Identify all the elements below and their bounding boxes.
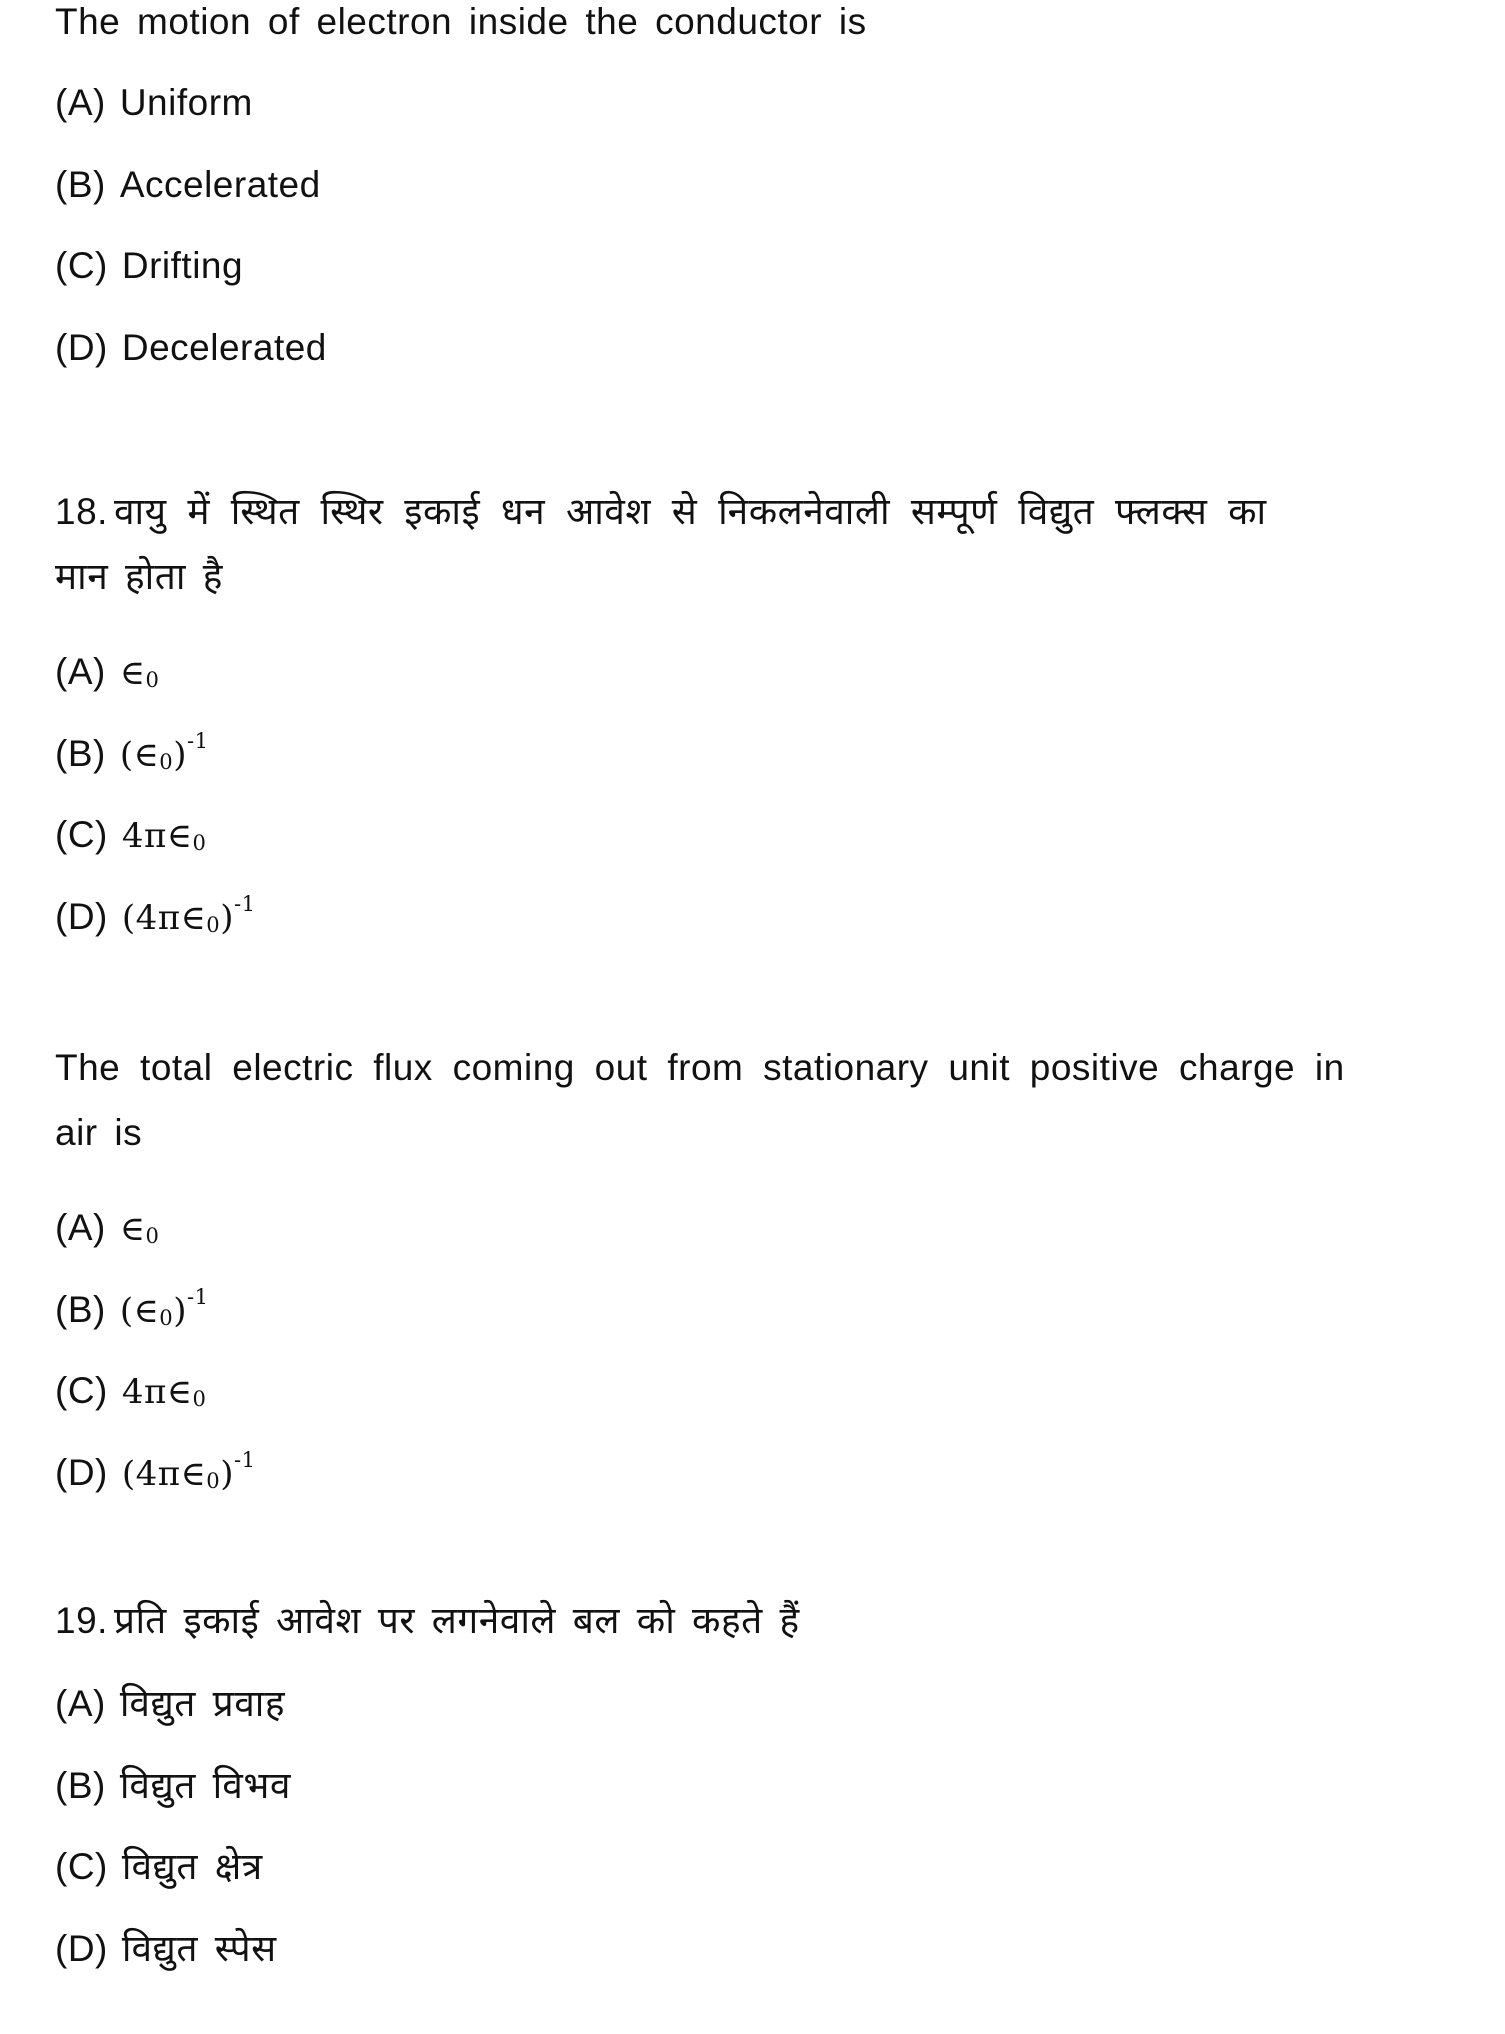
option-label: (D) — [55, 1451, 108, 1493]
option-label: (A) — [55, 1206, 106, 1248]
option-text: विद्युत क्षेत्र — [121, 1846, 263, 1887]
question-text-line-1 — [55, 490, 1267, 534]
option-a[interactable] — [55, 1193, 159, 1258]
option-label: (B) — [55, 164, 106, 205]
option-formula: $(4\pi\in_0)^{-1}$ — [121, 891, 256, 938]
option-label: (D) — [55, 1928, 108, 1969]
question-number: 18. — [55, 491, 108, 532]
option-formula: $4\pi\in_0$ — [121, 815, 207, 856]
option-d[interactable] — [55, 1927, 277, 1971]
option-label: (C) — [55, 813, 108, 855]
option-label: (A) — [55, 1683, 106, 1724]
option-a[interactable] — [55, 637, 159, 702]
option-c[interactable] — [55, 800, 206, 865]
option-d[interactable] — [55, 1438, 256, 1503]
question-text: The motion of electron inside the conductor is — [55, 1, 867, 42]
question-text: प्रति इकाई आवेश पर लगनेवाले बल को कहते हैं — [113, 1600, 800, 1641]
option-c[interactable] — [55, 1845, 263, 1889]
question-number: 19. — [55, 1600, 108, 1641]
option-text: विद्युत प्रवाह — [119, 1683, 286, 1724]
option-text: Uniform — [119, 82, 253, 123]
option-b[interactable] — [55, 1764, 291, 1808]
option-b[interactable] — [55, 719, 209, 784]
option-label: (C) — [55, 1369, 108, 1411]
option-label: (B) — [55, 732, 106, 774]
option-label: (A) — [55, 650, 106, 692]
option-formula: $(\in_0)^{-1}$ — [119, 1284, 209, 1331]
option-text: Drifting — [121, 245, 244, 286]
option-b[interactable] — [55, 1275, 209, 1340]
option-text: विद्युत स्पेस — [121, 1928, 277, 1969]
question-text-line-2: air is — [55, 1112, 143, 1153]
option-formula: $\in_0$ — [119, 1208, 160, 1249]
option-a[interactable] — [55, 81, 253, 125]
option-a[interactable] — [55, 1682, 285, 1726]
option-text: Decelerated — [121, 327, 327, 368]
option-label: (B) — [55, 1765, 106, 1806]
option-c[interactable] — [55, 244, 243, 288]
question-text-line-2: मान होता है — [55, 556, 223, 597]
option-formula: $\in_0$ — [119, 652, 160, 693]
option-b[interactable] — [55, 163, 321, 207]
question-text-line-1: The total electric flux coming out from stationary unit positive charge in — [55, 1047, 1345, 1088]
option-label: (A) — [55, 82, 106, 123]
option-label: (C) — [55, 1846, 108, 1887]
option-label: (B) — [55, 1288, 106, 1330]
option-text: विद्युत विभव — [119, 1765, 291, 1806]
question-text: वायु में स्थित स्थिर इकाई धन आवेश से निकलनेवाली सम्पूर्ण विद्युत फ्लक्स का — [113, 491, 1267, 532]
option-d[interactable] — [55, 326, 327, 370]
option-label: (D) — [55, 895, 108, 937]
question-text-line-1 — [55, 1599, 800, 1643]
option-formula: $(4\pi\in_0)^{-1}$ — [121, 1447, 256, 1494]
option-label: (C) — [55, 245, 108, 286]
option-formula: $4\pi\in_0$ — [121, 1371, 207, 1412]
option-d[interactable] — [55, 882, 256, 947]
option-label: (D) — [55, 327, 108, 368]
option-c[interactable] — [55, 1356, 206, 1421]
option-formula: $(\in_0)^{-1}$ — [119, 728, 209, 775]
option-text: Accelerated — [119, 164, 321, 205]
